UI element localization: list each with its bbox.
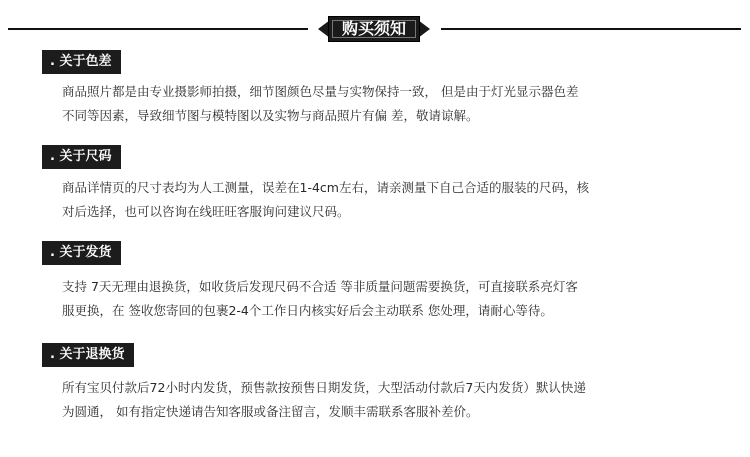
notice-banner: [0, 14, 750, 44]
text-line: 所有宝贝付款后72小时内发货，预售款按预售日期发货，大型活动付款后7天内发货）默认快递: [62, 380, 586, 395]
text-line: 对后选择，也可以咨询在线旺旺客服询问建议尺码。: [62, 204, 350, 219]
text-line: 服更换，在 签收您寄回的包裹2-4个工作日内核实好后会主动联系 您处理，请耐心等待。: [62, 303, 553, 318]
text-line: 商品详情页的尺寸表均为人工测量，误差在1-4cm左右，请亲测量下自己合适的服装的尺码，核: [62, 180, 589, 195]
section-label: . 关于尺码: [42, 145, 121, 169]
banner-title: 购买须知: [341, 19, 406, 38]
section-text: [62, 376, 702, 424]
section-text: [62, 275, 702, 323]
section-label: . 关于退换货: [42, 343, 134, 367]
text-line: 商品照片都是由专业摄影师拍摄，细节图颜色尽量与实物保持一致， 但是由于灯光显示器色差: [62, 84, 579, 99]
section-text: [62, 176, 702, 224]
section-label: . 关于发货: [42, 241, 121, 265]
divider-left: [8, 28, 308, 30]
section-text: [62, 80, 702, 128]
banner-ribbon: [318, 14, 430, 44]
text-line: 支持 7天无理由退换货，如收货后发现尺码不合适 等非质量问题需要换货，可直接联系亮灯客: [62, 279, 578, 294]
text-line: 不同等因素，导致细节图与模特图以及实物与商品照片有偏 差，敬请谅解。: [62, 108, 479, 123]
section-label: . 关于色差: [42, 50, 121, 74]
divider-right: [441, 28, 741, 30]
text-line: 为圆通， 如有指定快递请告知客服或备注留言，发顺丰需联系客服补差价。: [62, 404, 479, 419]
